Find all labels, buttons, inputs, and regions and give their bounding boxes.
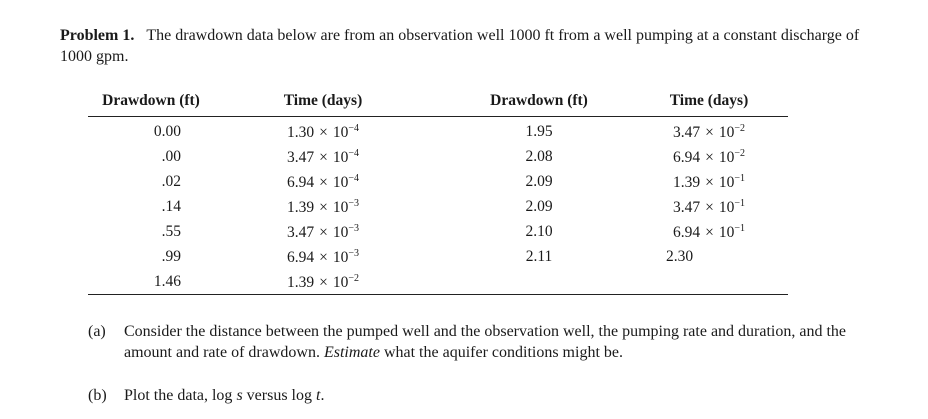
time-left-cell: $6.94 \times 10^{-4}$ xyxy=(286,173,359,192)
drawdown-right-cell: 2.09 xyxy=(525,198,553,215)
time-right-cell: $1.39 \times 10^{-1}$ xyxy=(672,173,745,192)
drawdown-left-cell: .02 xyxy=(161,173,181,190)
problem-statement xyxy=(60,25,880,67)
part-a-letter: (a) xyxy=(88,323,106,340)
table-body xyxy=(88,117,788,295)
drawdown-left-cell: 0.00 xyxy=(153,123,181,140)
drawdown-left-cell: .14 xyxy=(161,198,181,215)
drawdown-right-cell: 2.10 xyxy=(525,223,553,240)
table-row xyxy=(88,269,788,294)
time-right-cell: $3.47 \times 10^{-1}$ xyxy=(672,198,745,217)
part-a-text: Consider the distance between the pumped well and the observation well, the pumping rate and duration, and the amount and rate of drawdown. Estimate what the aquifer conditions might be. xyxy=(124,323,847,361)
drawdown-left-cell: 1.46 xyxy=(153,273,181,290)
drawdown-left-cell: .55 xyxy=(161,223,181,240)
table-row xyxy=(88,244,788,269)
time-left-cell: $1.39 \times 10^{-2}$ xyxy=(286,273,359,292)
time-right-cell: $6.94 \times 10^{-1}$ xyxy=(672,223,745,242)
drawdown-left-cell: .99 xyxy=(161,248,181,265)
table-row xyxy=(88,169,788,194)
table-row xyxy=(88,144,788,169)
time-left-cell: $1.30 \times 10^{-4}$ xyxy=(286,123,359,142)
table-header xyxy=(88,92,788,117)
time-left-cell: $3.47 \times 10^{-4}$ xyxy=(286,148,359,167)
time-left-cell: $6.94 \times 10^{-3}$ xyxy=(286,248,359,267)
time-right-cell: 2.30 xyxy=(666,248,694,265)
problem-label: Problem 1. xyxy=(60,27,135,44)
drawdown-right-cell: 2.08 xyxy=(525,148,553,165)
part-b xyxy=(88,385,888,406)
header-drawdown-left: Drawdown (ft) xyxy=(102,92,200,109)
header-time-right: Time (days) xyxy=(669,92,749,109)
time-right-cell: $3.47 \times 10^{-2}$ xyxy=(672,123,745,142)
header-time-left: Time (days) xyxy=(283,92,363,109)
question-parts xyxy=(88,321,888,406)
drawdown-right-cell: 2.11 xyxy=(525,248,553,265)
drawdown-left-cell: .00 xyxy=(161,148,181,165)
table-row xyxy=(88,119,788,144)
drawdown-right-cell: 1.95 xyxy=(525,123,553,140)
time-left-cell: $3.47 \times 10^{-3}$ xyxy=(286,223,359,242)
table-row xyxy=(88,219,788,244)
part-b-letter: (b) xyxy=(88,387,107,404)
time-right-cell: $6.94 \times 10^{-2}$ xyxy=(672,148,745,167)
table-row xyxy=(88,194,788,219)
problem-text: The drawdown data below are from an observation well 1000 ft from a well pumping at a constant discharge of 1000 gpm. xyxy=(60,27,860,65)
part-b-text: Plot the data, log s versus log t. xyxy=(124,387,325,404)
header-drawdown-right: Drawdown (ft) xyxy=(490,92,588,109)
drawdown-table xyxy=(88,92,788,295)
drawdown-right-cell: 2.09 xyxy=(525,173,553,190)
part-a xyxy=(88,321,888,363)
time-left-cell: $1.39 \times 10^{-3}$ xyxy=(286,198,359,217)
